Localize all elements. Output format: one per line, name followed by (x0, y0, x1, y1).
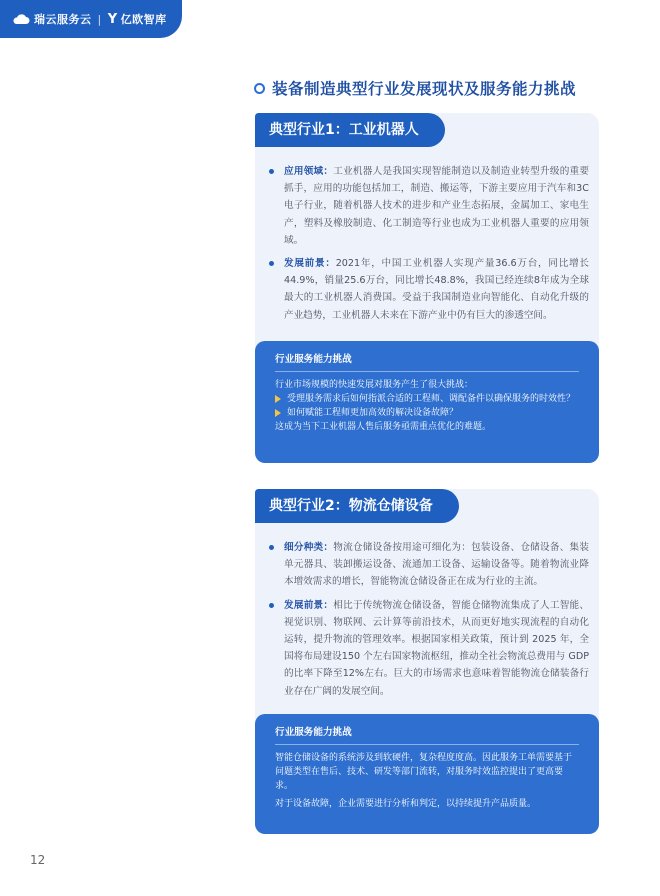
arrow-bullet-icon (275, 395, 281, 403)
section-title-text: 装备制造典型行业发展现状及服务能力挑战 (272, 80, 577, 98)
bullet-key: 应用领域： (284, 166, 334, 177)
bullet-item (269, 163, 589, 249)
bullet-key: 细分种类： (284, 542, 334, 553)
challenge-intro: 行业市场规模的快速发展对服务产生了很大挑战： (275, 380, 474, 390)
bullet-item (269, 597, 589, 700)
ring-bullet-icon (254, 83, 265, 94)
section-title (254, 77, 576, 99)
cloud-logo-icon (12, 13, 30, 25)
industry-card-logistics (255, 489, 599, 834)
challenge-outro: 这成为当下工业机器人售后服务亟需重点优化的难题。 (275, 422, 492, 432)
challenge-item (275, 392, 579, 406)
bullet-item (269, 539, 589, 591)
header-brand-tab (0, 0, 182, 38)
bullet-text: 工业机器人是我国实现智能制造以及制造业转型升级的重要抓手，应用的功能包括加工，制造、搬运等，下游主要应用于汽车和3C电子行业，随着机器人技术的进步和产业生态拓展，金属加工、家电生产，塑料及橡胶制造、化工制造等行业也成为工业机器人重要的应用领域。 (284, 166, 589, 246)
brand-name-primary: 瑞云服务云 (34, 13, 92, 26)
card-bullets (269, 539, 589, 706)
brand-name-secondary: 亿欧智库 (120, 13, 167, 26)
arrow-bullet-icon (275, 409, 281, 417)
yiou-logo-mark: Y (107, 11, 118, 27)
challenge-title: 行业服务能力挑战 (275, 353, 579, 372)
bullet-key: 发展前景： (284, 258, 336, 270)
bullet-dot-icon (269, 169, 274, 174)
page-number: 12 (30, 853, 46, 867)
card-bullets (269, 163, 589, 330)
bullet-dot-icon (269, 603, 274, 608)
challenge-title: 行业服务能力挑战 (275, 726, 579, 745)
brand-separator: | (97, 12, 102, 26)
bullet-text: 相比于传统物流仓储设备，智能仓储物流集成了人工智能、视觉识别、物联网、云计算等前沿技术，从而更好地实现流程的自动化运转，提升物流的管理效率。根据国家相关政策，预计到 2025 年，全国将布局建设150 个左右国家物流枢纽，推动全社会物流总费用与 GDP的比率下降至12%左右。巨大的市场需求也意味着智能物流仓储装备行业存在广阔的发展空间。 (284, 599, 589, 697)
bullet-item (269, 255, 589, 324)
card-title: 典型行业2：物流仓储设备 (255, 489, 459, 523)
bullet-text: 2021年，中国工业机器人实现产量36.6万台，同比增长44.9%，销量25.6万台，同比增长48.8%，我国已经连续8年成为全球最大的工业机器人消费国。受益于我国制造业向智能化、自动化升级的产业趋势，工业机器人未来在下游产业中仍有巨大的渗透空间。 (284, 258, 590, 321)
bullet-key: 发展前景： (284, 599, 334, 611)
card-title: 典型行业1：工业机器人 (255, 113, 445, 147)
bullet-dot-icon (269, 261, 274, 266)
challenge-intro: 智能仓储设备的系统涉及到软硬件，复杂程度度高。因此服务工单需要基于问题类型在售后、技术、研发等部门流转，对服务时效监控提出了更高要求。 (275, 753, 573, 791)
bullet-dot-icon (269, 545, 274, 550)
industry-card-robots (255, 113, 599, 463)
service-challenge-box (255, 714, 599, 834)
bullet-text: 物流仓储设备按用途可细化为：包装设备、仓储设备、集装单元器具、装卸搬运设备、流通加工设备、运输设备等。随着物流业降本增效需求的增长，智能物流仓储设备正在成为行业的主流。 (284, 542, 589, 588)
challenge-item (275, 406, 579, 420)
challenge-item-text: 受理服务需求后如何指派合适的工程师、调配备件以确保服务的时效性？ (287, 394, 576, 404)
challenge-item-text: 如何赋能工程师更加高效的解决设备故障？ (287, 408, 459, 418)
service-challenge-box (255, 341, 599, 463)
challenge-outro: 对于设备故障，企业需要进行分析和判定，以持续提升产品质量。 (275, 799, 537, 809)
